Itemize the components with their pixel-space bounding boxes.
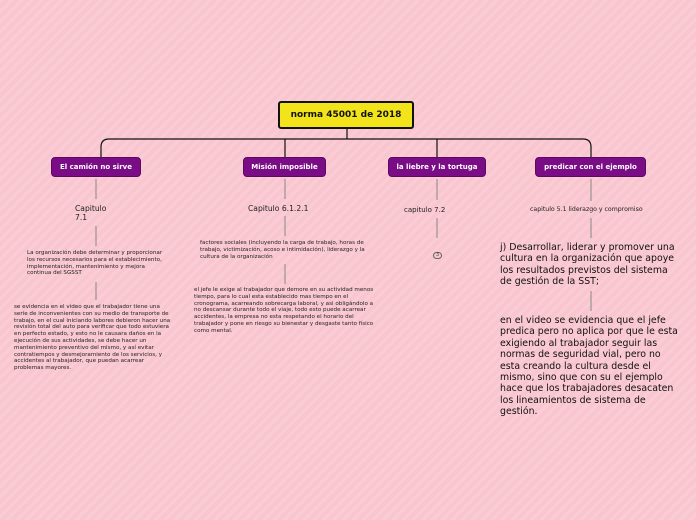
branch-node-mision[interactable]: Misión imposible (243, 157, 326, 177)
b2-evidence-note[interactable]: el jefe le exige al trabajador que demore en su actividad menos tiempo, para lo cual esta establecido mas tiempo en el cronograma, acarreando sobrecarga laboral, y asi obligándolo a no descansar durante todo el viaje, todo esto puede acarrear accidentes, la empresa no esta respetando el horario del trabajador y pone en riesgo su bienestar y desgaste tanto físico como mental. (194, 287, 374, 334)
b1-evidence-note[interactable]: se evidencia en el video que el trabajador tiene una serie de inconvenientes con su medio de transporte de trabajo, en el cual iniciando labores debieron hacer una revisión total del auto para verificar que todo estuviera en perfecto estado, y esto no le causara daños en la ejecución de sus actividades, se debe hacer un mantenimiento preventivo del mismo, y así evitar contratiempos y desmejoramiento de los servicios, y accidentes al trabajador, que puedan acarrear problemas mayores. (14, 304, 171, 372)
b2-requirement-note[interactable]: factores sociales (incluyendo la carga de trabajo, horas de trabajo, victimización, acoso e intimidación), liderazgo y la cultura de la organización (200, 240, 365, 260)
b4-chapter-label[interactable]: capitulo 5.1 liderazgo y compromiso (530, 206, 643, 213)
branch-bus-line (101, 139, 591, 147)
b3-count-badge[interactable]: 3 (433, 252, 442, 259)
b3-chapter-label[interactable]: capitulo 7.2 (404, 206, 446, 214)
b1-chapter-label[interactable]: Capitulo 7.1 (75, 204, 107, 222)
b4-evidence-note[interactable]: en el video se evidencia que el jefe predica pero no aplica por que le esta exigiendo al trabajador seguir las normas de seguridad vial, pero no esta creando la cultura desde el mismo, sino que con su el ejemplo hace que los trabajadores desacaten los lineamientos de sistema de gestión. (500, 315, 678, 418)
branch-node-predicar[interactable]: predicar con el ejemplo (535, 157, 646, 177)
b2-chapter-label[interactable]: Capitulo 6.1.2.1 (248, 204, 309, 213)
root-topic-node[interactable]: norma 45001 de 2018 (278, 101, 414, 129)
b4-requirement-note[interactable]: j) Desarrollar, liderar y promover una cultura en la organización que apoye los resultados previstos del sistema de gestión de la SST; (500, 242, 675, 288)
b1-requirement-note[interactable]: La organización debe determinar y proporcionar los recursos necesarios para el establecimiento, implementación, mantenimiento y mejora continua del SGSST (27, 250, 163, 277)
branch-node-camion[interactable]: El camión no sirve (51, 157, 141, 177)
branch-node-liebre[interactable]: la liebre y la tortuga (388, 157, 486, 177)
